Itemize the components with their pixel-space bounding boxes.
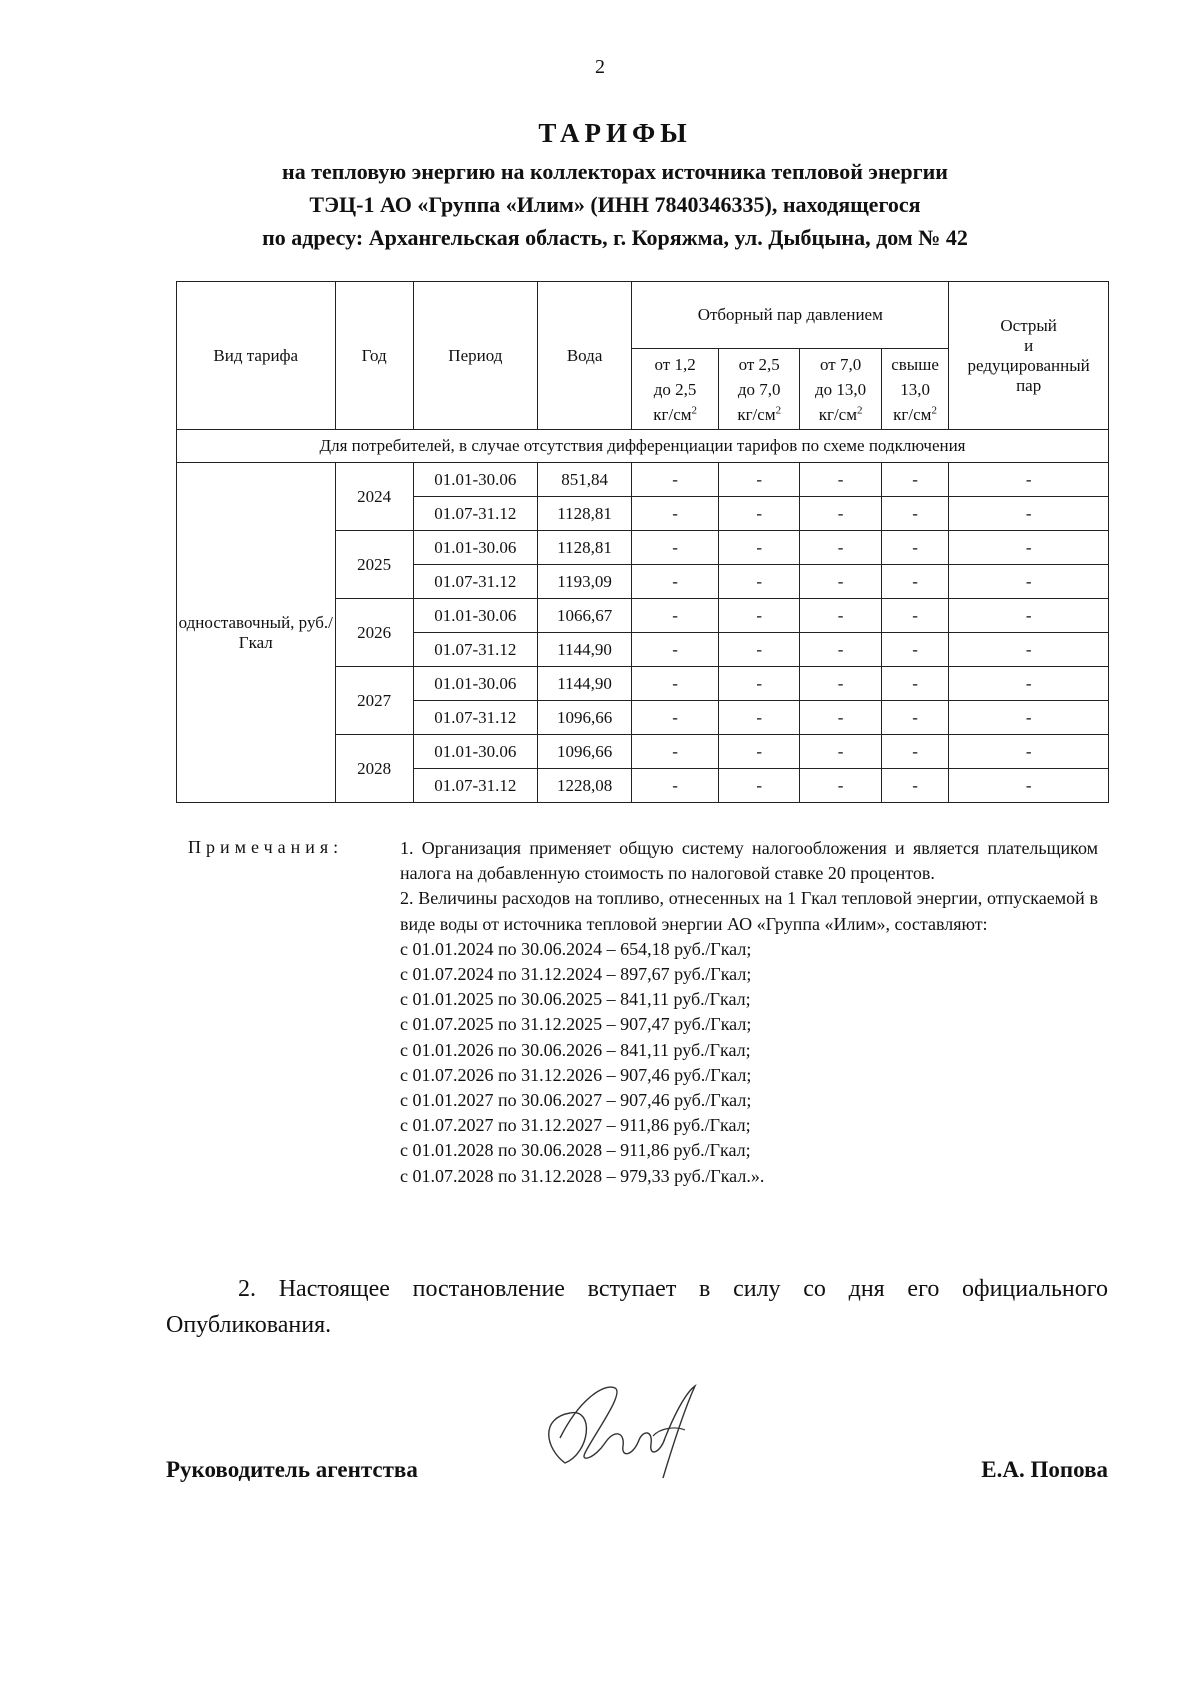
effective-clause: 2. Настоящее постановление вступает в силу со дня его официального Опубликования. <box>166 1276 1108 1338</box>
pressure-2-from: от 2,5 <box>738 354 780 374</box>
unit-text: кг/см <box>818 404 857 424</box>
year-cell: 2025 <box>335 531 413 599</box>
dash-cell: - <box>881 769 949 803</box>
notes-label: Примечания: <box>188 837 344 857</box>
signatory-name: Е.А. Попова <box>981 1457 1108 1482</box>
dash-cell: - <box>632 701 719 735</box>
dash-cell: - <box>949 769 1109 803</box>
dash-cell: - <box>881 463 949 497</box>
header-pressure-1 <box>632 349 719 430</box>
water-cell: 1193,09 <box>537 565 631 599</box>
dash-cell: - <box>881 667 949 701</box>
header-water: Вода <box>537 282 631 430</box>
dash-cell: - <box>632 633 719 667</box>
header-period: Период <box>413 282 537 430</box>
unit-sup: 2 <box>775 403 782 416</box>
header-tariff-type: Вид тарифа <box>177 282 336 430</box>
water-cell: 851,84 <box>537 463 631 497</box>
dash-cell: - <box>632 599 719 633</box>
dash-cell: - <box>881 565 949 599</box>
dash-cell: - <box>632 735 719 769</box>
dash-cell: - <box>800 565 881 599</box>
dash-cell: - <box>949 565 1109 599</box>
dash-cell: - <box>881 735 949 769</box>
dash-cell: - <box>949 463 1109 497</box>
header-sharp-steam <box>949 282 1109 430</box>
unit-sup: 2 <box>931 403 937 416</box>
water-cell: 1096,66 <box>537 701 631 735</box>
water-cell: 1128,81 <box>537 531 631 565</box>
tariff-table <box>176 281 1109 803</box>
title-line-2: ТЭЦ-1 АО «Группа «Илим» (ИНН 7840346335), находящегося <box>309 192 921 217</box>
dash-cell: - <box>949 497 1109 531</box>
dash-cell: - <box>800 633 881 667</box>
water-cell: 1144,90 <box>537 633 631 667</box>
water-cell: 1128,81 <box>537 497 631 531</box>
document-title <box>150 118 1080 254</box>
dash-cell: - <box>632 497 719 531</box>
water-cell: 1228,08 <box>537 769 631 803</box>
pressure-4-unit <box>882 402 949 427</box>
dash-cell: - <box>719 565 800 599</box>
dash-cell: - <box>800 701 881 735</box>
dash-cell: - <box>949 599 1109 633</box>
pressure-2-unit <box>719 402 799 427</box>
note-2: 2. Величины расходов на топливо, отнесенных на 1 Гкал тепловой энергии, отпускаемой в виде воды от источника тепловой энергии АО «Группа «Илим», составляют: <box>400 888 1098 934</box>
header-sharp-line4: пар <box>1016 375 1042 395</box>
fuel-cost-line: с 01.01.2026 по 30.06.2026 – 841,11 руб./Гкал; <box>400 1039 751 1060</box>
dash-cell: - <box>632 531 719 565</box>
period-cell: 01.07-31.12 <box>413 633 537 667</box>
title-main: ТАРИФЫ <box>538 118 692 148</box>
dash-cell: - <box>632 769 719 803</box>
period-cell: 01.01-30.06 <box>413 599 537 633</box>
dash-cell: - <box>719 463 800 497</box>
period-cell: 01.01-30.06 <box>413 531 537 565</box>
signatory-position: Руководитель агентства <box>166 1457 418 1482</box>
dash-cell: - <box>881 497 949 531</box>
water-cell: 1096,66 <box>537 735 631 769</box>
header-selected-steam: Отборный пар давлением <box>632 282 949 349</box>
pressure-3-from: от 7,0 <box>820 354 862 374</box>
pressure-3-to: до 13,0 <box>815 379 867 399</box>
unit-text: кг/см <box>893 404 932 424</box>
unit-sup: 2 <box>856 403 863 416</box>
pressure-3-unit <box>800 402 880 427</box>
dash-cell: - <box>632 565 719 599</box>
dash-cell: - <box>881 701 949 735</box>
title-line-1: на тепловую энергию на коллекторах источника тепловой энергии <box>282 159 948 184</box>
fuel-costs-list <box>400 937 1098 1189</box>
dash-cell: - <box>632 463 719 497</box>
fuel-cost-line: с 01.07.2025 по 31.12.2025 – 907,47 руб./Гкал; <box>400 1014 752 1035</box>
dash-cell: - <box>719 735 800 769</box>
dash-cell: - <box>800 463 881 497</box>
header-pressure-4 <box>881 349 949 430</box>
period-cell: 01.07-31.12 <box>413 497 537 531</box>
header-sharp-line3: редуцированный <box>967 355 1090 375</box>
dash-cell: - <box>800 667 881 701</box>
dash-cell: - <box>719 667 800 701</box>
fuel-cost-line: с 01.07.2027 по 31.12.2027 – 911,86 руб./Гкал; <box>400 1115 751 1136</box>
dash-cell: - <box>881 531 949 565</box>
fuel-cost-line: с 01.07.2028 по 31.12.2028 – 979,33 руб./Гкал.». <box>400 1165 765 1186</box>
year-cell: 2027 <box>335 667 413 735</box>
dash-cell: - <box>719 531 800 565</box>
dash-cell: - <box>881 633 949 667</box>
dash-cell: - <box>719 769 800 803</box>
handwritten-signature <box>535 1378 705 1488</box>
year-cell: 2028 <box>335 735 413 803</box>
fuel-cost-line: с 01.01.2027 по 30.06.2027 – 907,46 руб./Гкал; <box>400 1090 752 1111</box>
header-sharp-line1: Острый <box>1000 315 1057 335</box>
dash-cell: - <box>949 633 1109 667</box>
header-year: Год <box>335 282 413 430</box>
dash-cell: - <box>719 633 800 667</box>
dash-cell: - <box>800 599 881 633</box>
fuel-cost-line: с 01.01.2024 по 30.06.2024 – 654,18 руб./Гкал; <box>400 938 752 959</box>
dash-cell: - <box>719 701 800 735</box>
unit-text: кг/см <box>737 404 776 424</box>
notes <box>400 836 1098 1189</box>
dash-cell: - <box>949 701 1109 735</box>
period-cell: 01.01-30.06 <box>413 463 537 497</box>
period-cell: 01.01-30.06 <box>413 735 537 769</box>
dash-cell: - <box>719 599 800 633</box>
dash-cell: - <box>800 735 881 769</box>
period-cell: 01.01-30.06 <box>413 667 537 701</box>
fuel-cost-line: с 01.01.2028 по 30.06.2028 – 911,86 руб./Гкал; <box>400 1140 751 1161</box>
year-cell: 2024 <box>335 463 413 531</box>
header-pressure-3 <box>800 349 881 430</box>
fuel-cost-line: с 01.01.2025 по 30.06.2025 – 841,11 руб./Гкал; <box>400 989 751 1010</box>
note-1: 1. Организация применяет общую систему налогообложения и является плательщиком налога на добавленную стоимость по налоговой ставке 20 процентов. <box>400 838 1098 884</box>
fuel-cost-line: с 01.07.2026 по 31.12.2026 – 907,46 руб./Гкал; <box>400 1064 752 1085</box>
consumer-note: Для потребителей, в случае отсутствия дифференциации тарифов по схеме подключения <box>177 430 1109 463</box>
table-row <box>177 463 1109 497</box>
dash-cell: - <box>949 735 1109 769</box>
unit-text: кг/см <box>653 404 692 424</box>
page-number: 2 <box>595 56 605 78</box>
header-pressure-2 <box>719 349 800 430</box>
tariff-type-cell: одноставочный, руб./Гкал <box>177 463 336 803</box>
period-cell: 01.07-31.12 <box>413 769 537 803</box>
dash-cell: - <box>881 599 949 633</box>
year-cell: 2026 <box>335 599 413 667</box>
dash-cell: - <box>800 769 881 803</box>
unit-sup: 2 <box>691 403 697 416</box>
pressure-2-to: до 7,0 <box>737 379 781 399</box>
pressure-4-from: свыше <box>891 354 939 374</box>
pressure-1-from: от 1,2 <box>654 354 696 374</box>
fuel-cost-line: с 01.07.2024 по 31.12.2024 – 897,67 руб./Гкал; <box>400 964 752 985</box>
pressure-4-to: 13,0 <box>900 379 930 399</box>
pressure-1-unit <box>632 402 718 427</box>
dash-cell: - <box>719 497 800 531</box>
dash-cell: - <box>800 531 881 565</box>
pressure-1-to: до 2,5 <box>653 379 697 399</box>
title-line-3: по адресу: Архангельская область, г. Коряжма, ул. Дыбцына, дом № 42 <box>262 225 968 250</box>
water-cell: 1144,90 <box>537 667 631 701</box>
dash-cell: - <box>632 667 719 701</box>
dash-cell: - <box>800 497 881 531</box>
period-cell: 01.07-31.12 <box>413 701 537 735</box>
period-cell: 01.07-31.12 <box>413 565 537 599</box>
water-cell: 1066,67 <box>537 599 631 633</box>
dash-cell: - <box>949 667 1109 701</box>
dash-cell: - <box>949 531 1109 565</box>
header-sharp-line2: и <box>1024 335 1034 355</box>
